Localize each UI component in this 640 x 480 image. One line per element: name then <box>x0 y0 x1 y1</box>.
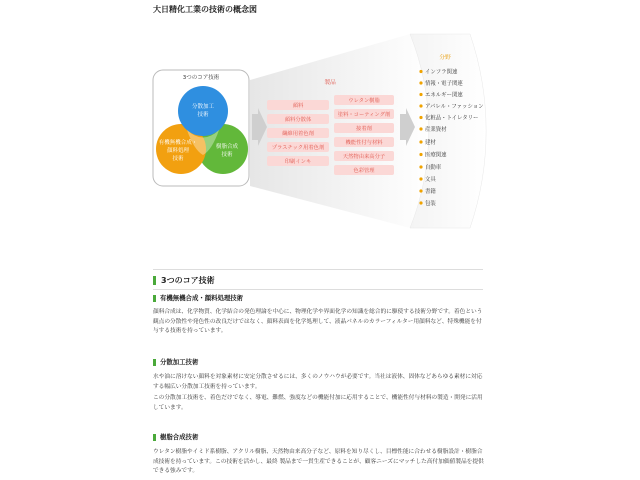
resin-label-1: 樹脂合成 <box>215 144 239 150</box>
field-item: 化粧品・トイレタリー <box>425 115 479 122</box>
organic-label-2: 顔料処理 <box>166 148 190 154</box>
field-item: 産業資材 <box>425 127 447 133</box>
subsection-title-dispersion: 分散加工技術 <box>153 359 198 366</box>
field-item: 建材 <box>425 140 436 146</box>
subsection-body-organic: 顔料合成は、化学物質、化学結合の発色理論を中心に、物理化学や界面化学の知識を総合的に駆使する技術分野です。着色という観点の分散性や発色性の改良だけではなく、顔料表面を化学処理して、液晶パネルのカラーフィルター用顔料など、特殊機能を付与する技術を持っています。 <box>153 309 483 334</box>
field-item: インフラ関連 <box>425 69 458 76</box>
field-item: 自動車 <box>425 165 442 171</box>
divider <box>153 289 483 290</box>
dispersion-label-2: 技術 <box>197 112 209 118</box>
field-bullet-icon <box>419 140 422 143</box>
field-bullet-icon <box>419 127 422 130</box>
section-title: 3つのコア技術 <box>153 276 215 285</box>
product-pill: 顔料分散体 <box>284 117 312 123</box>
product-pill: 接着剤 <box>356 126 372 132</box>
field-bullet-icon <box>419 93 422 96</box>
product-pill: 天然物由来高分子 <box>342 154 386 160</box>
product-pill: 塗料・コーティング剤 <box>337 112 391 118</box>
subsection-body-dispersion: 水や油に溶けない顔料を対象素材に安定分散させるには、多くのノウハウが必要です。当社は液体、固体などあらゆる素材に対応する幅広い分散加工技術を持っています。 <box>153 374 483 390</box>
field-bullet-icon <box>419 70 422 73</box>
product-pill: 色彩管理 <box>353 168 375 174</box>
product-pill: 顔料 <box>292 103 304 109</box>
dispersion-circle <box>178 86 228 136</box>
subsection-title-resin: 樹脂合成技術 <box>153 434 198 441</box>
products-left-list <box>267 100 329 166</box>
field-item: 包装 <box>425 201 436 207</box>
field-bullet-icon <box>419 189 422 192</box>
subsection-body-resin: ウレタン樹脂やイミド系樹脂、アクリル樹脂、天然物由来高分子など、原料を知り尽くし、目標性能に合わせる樹脂設計・樹脂合成技術を持っています。この技術を活かし、最終 製品まで一貫生産できることが、顧客ニーズにマッチした高付加価値製品を提供できる強みです。 <box>153 449 484 474</box>
field-bullet-icon <box>419 81 422 84</box>
field-bullet-icon <box>419 116 422 119</box>
fields-title: 分野 <box>439 55 451 61</box>
product-pill: プラスチック用着色剤 <box>271 145 325 151</box>
field-bullet-icon <box>419 177 422 180</box>
field-bullet-icon <box>419 104 422 107</box>
organic-label-3: 技術 <box>172 156 184 162</box>
subsection-body-dispersion-2: この分散加工技術を、着色だけでなく、導電、難燃、強度などの機能付加に応用することで、機能性付与材料の製造・開発に活用しています。 <box>153 395 483 411</box>
product-pill: 繊維用着色剤 <box>282 131 314 137</box>
subsection-title-organic: 有機無機合成・顔料処理技術 <box>153 295 243 302</box>
product-pill: 印刷インキ <box>284 159 312 165</box>
field-item: アパレル・ファッション <box>425 104 484 110</box>
field-item: 情報・電子関連 <box>425 81 463 87</box>
field-item: 書籍 <box>425 189 436 195</box>
dispersion-label-1: 分散加工 <box>191 104 215 110</box>
resin-label-2: 技術 <box>221 152 233 158</box>
field-bullet-icon <box>419 165 422 168</box>
core-title: 3つのコア技術 <box>182 75 220 81</box>
product-pill: 機能性付与材料 <box>345 140 383 146</box>
field-bullet-icon <box>419 201 422 204</box>
organic-label-1: 有機無機合成・ <box>158 140 198 146</box>
field-bullet-icon <box>419 153 422 156</box>
page-title: 大日精化工業の技術の概念図 <box>153 5 257 14</box>
product-pill: ウレタン樹脂 <box>348 98 380 104</box>
field-item: エネルギー関連 <box>425 92 463 99</box>
field-item: 医療関連 <box>425 152 447 159</box>
divider <box>153 269 483 270</box>
products-title: 製品 <box>324 80 336 86</box>
field-item: 文具 <box>425 177 436 183</box>
